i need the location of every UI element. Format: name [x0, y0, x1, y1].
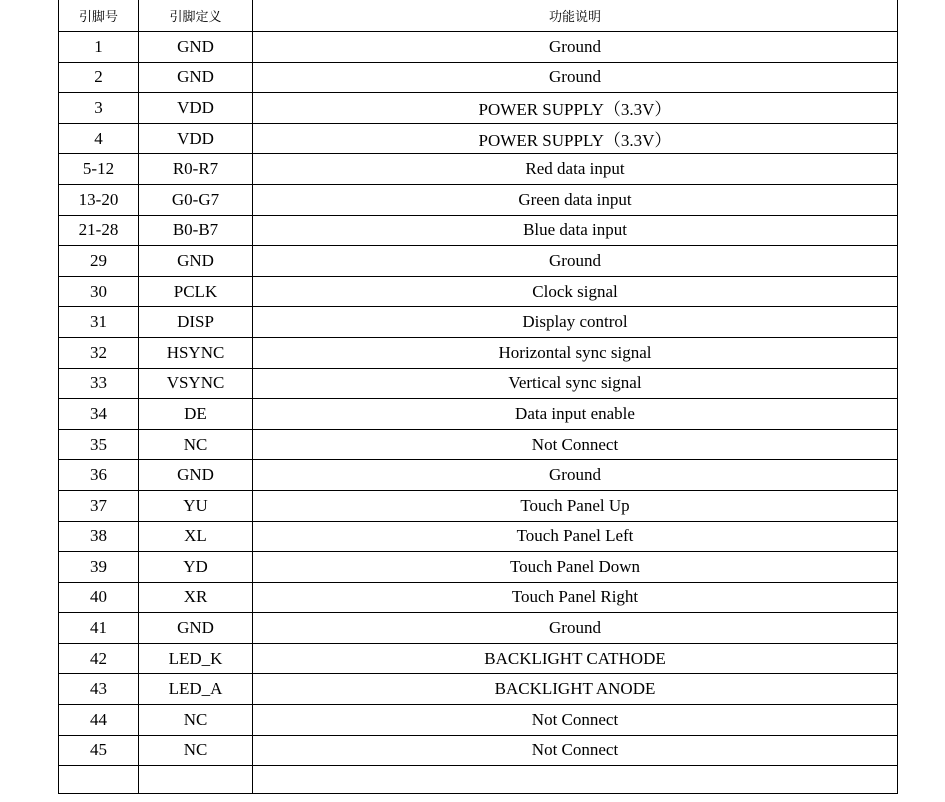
pin-number-cell: 45 [59, 735, 139, 766]
pin-description-cell: Clock signal [253, 276, 898, 307]
pin-number-cell: 29 [59, 246, 139, 277]
pin-number-cell: 5-12 [59, 154, 139, 185]
pin-description-cell: Ground [253, 246, 898, 277]
pin-number-cell: 36 [59, 460, 139, 491]
pin-number-cell: 40 [59, 582, 139, 613]
pin-description-cell: Data input enable [253, 399, 898, 430]
table-row [59, 429, 898, 460]
pin-description-cell: Vertical sync signal [253, 368, 898, 399]
pin-number-cell: 21-28 [59, 215, 139, 246]
table-row [59, 674, 898, 705]
pin-description-cell: POWER SUPPLY（3.3V） [253, 93, 898, 124]
table-row [59, 184, 898, 215]
pin-name-cell: HSYNC [139, 337, 253, 368]
pin-number-cell: 39 [59, 552, 139, 583]
pin-name-cell: GND [139, 62, 253, 93]
table-row [59, 215, 898, 246]
pin-name-cell: LED_K [139, 643, 253, 674]
table-row [59, 521, 898, 552]
table-row [59, 643, 898, 674]
pin-description-cell: Red data input [253, 154, 898, 185]
table-row [59, 460, 898, 491]
pin-name-cell: GND [139, 32, 253, 63]
table-row [59, 246, 898, 277]
pin-number-cell: 37 [59, 490, 139, 521]
pin-description-cell: Ground [253, 613, 898, 644]
empty-table-row [59, 766, 898, 794]
pin-name-cell: VSYNC [139, 368, 253, 399]
pin-description-cell: Touch Panel Right [253, 582, 898, 613]
empty-cell [139, 766, 253, 794]
table-row [59, 368, 898, 399]
pin-name-cell: YU [139, 490, 253, 521]
pin-description-cell: POWER SUPPLY（3.3V） [253, 123, 898, 154]
table-row [59, 337, 898, 368]
pin-name-cell: DE [139, 399, 253, 430]
pin-name-cell: NC [139, 735, 253, 766]
pin-name-cell: XL [139, 521, 253, 552]
table-row [59, 307, 898, 338]
table-row [59, 582, 898, 613]
pin-name-cell: GND [139, 460, 253, 491]
pin-number-cell: 44 [59, 705, 139, 736]
pin-description-cell: Display control [253, 307, 898, 338]
pin-number-cell: 30 [59, 276, 139, 307]
empty-cell [253, 766, 898, 794]
pin-name-cell: LED_A [139, 674, 253, 705]
table-row [59, 399, 898, 430]
pin-description-cell: BACKLIGHT CATHODE [253, 643, 898, 674]
table-row [59, 154, 898, 185]
table-row [59, 705, 898, 736]
empty-cell [59, 766, 139, 794]
pin-description-cell: Touch Panel Left [253, 521, 898, 552]
pin-number-cell: 41 [59, 613, 139, 644]
pin-name-cell: NC [139, 429, 253, 460]
pin-number-cell: 3 [59, 93, 139, 124]
header-function-description: 功能说明 [253, 0, 898, 32]
pin-name-cell: VDD [139, 93, 253, 124]
pin-description-cell: Ground [253, 460, 898, 491]
pin-description-cell: Ground [253, 32, 898, 63]
table-row [59, 62, 898, 93]
pin-name-cell: G0-G7 [139, 184, 253, 215]
pin-name-cell: GND [139, 613, 253, 644]
pin-number-cell: 2 [59, 62, 139, 93]
table-row [59, 490, 898, 521]
pin-number-cell: 42 [59, 643, 139, 674]
pin-name-cell: NC [139, 705, 253, 736]
pin-name-cell: PCLK [139, 276, 253, 307]
pin-description-cell: Green data input [253, 184, 898, 215]
pin-name-cell: GND [139, 246, 253, 277]
header-pin-number: 引脚号 [59, 0, 139, 32]
table-row [59, 735, 898, 766]
pin-number-cell: 43 [59, 674, 139, 705]
pin-description-cell: Not Connect [253, 429, 898, 460]
table-row [59, 93, 898, 124]
pin-description-cell: Touch Panel Down [253, 552, 898, 583]
pin-description-cell: Not Connect [253, 705, 898, 736]
pin-name-cell: B0-B7 [139, 215, 253, 246]
pin-number-cell: 38 [59, 521, 139, 552]
pin-name-cell: XR [139, 582, 253, 613]
pin-number-cell: 32 [59, 337, 139, 368]
pin-number-cell: 35 [59, 429, 139, 460]
table-row [59, 32, 898, 63]
pin-number-cell: 34 [59, 399, 139, 430]
table-header [59, 0, 898, 32]
header-row [59, 0, 898, 32]
table-body [59, 32, 898, 794]
pin-number-cell: 13-20 [59, 184, 139, 215]
pin-name-cell: R0-R7 [139, 154, 253, 185]
table-row [59, 552, 898, 583]
pin-description-cell: Ground [253, 62, 898, 93]
pin-description-cell: BACKLIGHT ANODE [253, 674, 898, 705]
table-row [59, 276, 898, 307]
pin-number-cell: 33 [59, 368, 139, 399]
pin-description-cell: Touch Panel Up [253, 490, 898, 521]
pin-definition-table [58, 0, 898, 794]
header-pin-definition: 引脚定义 [139, 0, 253, 32]
pin-number-cell: 31 [59, 307, 139, 338]
pin-description-cell: Horizontal sync signal [253, 337, 898, 368]
pin-description-cell: Blue data input [253, 215, 898, 246]
pin-description-cell: Not Connect [253, 735, 898, 766]
pin-name-cell: YD [139, 552, 253, 583]
pin-name-cell: VDD [139, 123, 253, 154]
table-row [59, 613, 898, 644]
pin-number-cell: 4 [59, 123, 139, 154]
table-row [59, 123, 898, 154]
pin-number-cell: 1 [59, 32, 139, 63]
pin-name-cell: DISP [139, 307, 253, 338]
